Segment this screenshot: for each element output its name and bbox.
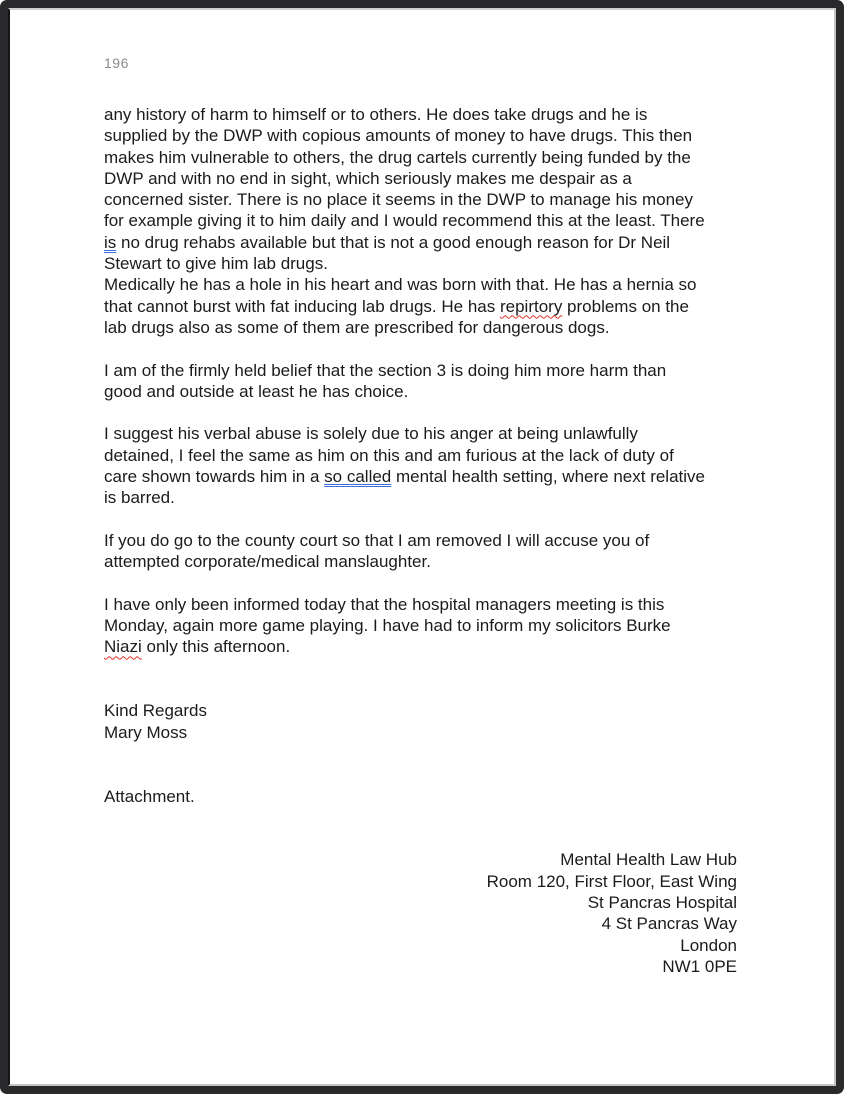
text-line: [104, 487, 737, 508]
grammar-issue-blue-underline: so called: [324, 467, 392, 487]
text-line: [104, 892, 737, 913]
text-segment: Attachment.: [104, 786, 195, 806]
body-paragraph-4: [104, 530, 737, 573]
text-line: [104, 786, 737, 807]
text-segment: Mary Moss: [104, 722, 188, 742]
text-segment: Room 120, First Floor, East Wing: [486, 871, 737, 891]
text-line: [104, 381, 737, 402]
text-segment: no drug rehabs available but that is not a good enough reason for Dr Neil: [116, 232, 671, 252]
text-line: [104, 232, 737, 253]
attachment-note: [104, 786, 737, 807]
text-line: [104, 636, 737, 657]
text-segment: makes him vulnerable to others, the drug cartels currently being funded by the: [104, 147, 691, 167]
text-line: [104, 594, 737, 615]
text-segment: I suggest his verbal abuse is solely due to his anger at being unlawfully: [104, 424, 638, 444]
text-line: [104, 104, 737, 125]
text-line: [104, 913, 737, 934]
text-segment: 4 St Pancras Way: [601, 914, 737, 934]
text-segment: for example giving it to him daily and I would recommend this at the least. There: [104, 211, 705, 231]
text-line: [104, 551, 737, 572]
text-line: [104, 317, 737, 338]
text-line: [104, 615, 737, 636]
text-line: [104, 210, 737, 231]
text-line: [104, 871, 737, 892]
text-line: [104, 466, 737, 487]
text-segment: any history of harm to himself or to others. He does take drugs and he is: [104, 105, 648, 124]
text-segment: good and outside at least he has choice.: [104, 381, 409, 401]
page-number: 196: [104, 55, 129, 71]
text-line: [104, 189, 737, 210]
text-segment: supplied by the DWP with copious amounts of money to have drugs. This then: [104, 126, 693, 146]
body-paragraph-5: [104, 594, 737, 658]
grammar-issue-blue-underline: is: [104, 232, 117, 252]
text-line: [104, 445, 737, 466]
text-line: [104, 168, 737, 189]
text-segment: Kind Regards: [104, 701, 208, 721]
text-line: [104, 849, 737, 870]
text-line: [104, 935, 737, 956]
text-segment: I am of the firmly held belief that the section 3 is doing him more harm than: [104, 360, 667, 380]
text-segment: Mental Health Law Hub: [560, 850, 737, 870]
body-paragraph-1: [104, 104, 737, 338]
text-line: [104, 147, 737, 168]
text-line: [104, 125, 737, 146]
text-line: [104, 253, 737, 274]
text-segment: concerned sister. There is no place it seems in the DWP to manage his money: [104, 190, 693, 210]
body-paragraph-3: [104, 423, 737, 508]
sign-off: [104, 700, 737, 743]
document-page: [8, 8, 836, 1086]
text-line: [104, 530, 737, 551]
text-segment: London: [680, 935, 737, 955]
text-line: [104, 956, 737, 977]
letter-body: [104, 104, 737, 977]
text-segment: Monday, again more game playing. I have had to inform my solicitors Burke: [104, 616, 671, 636]
text-segment: If you do go to the county court so that I am removed I will accuse you of: [104, 530, 650, 550]
text-segment: Stewart to give him lab drugs.: [104, 254, 328, 274]
text-segment: only this afternoon.: [141, 637, 291, 657]
text-segment: St Pancras Hospital: [587, 892, 737, 912]
text-segment: Medically he has a hole in his heart and was born with that. He has a hernia so: [104, 275, 697, 295]
text-segment: problems on the: [562, 296, 689, 316]
text-segment: detained, I feel the same as him on this and am furious at the lack of duty of: [104, 445, 674, 465]
text-segment: NW1 0PE: [662, 956, 737, 976]
text-segment: lab drugs also as some of them are prescribed for dangerous dogs.: [104, 317, 610, 337]
text-segment: mental health setting, where next relative: [391, 467, 705, 487]
text-line: [104, 360, 737, 381]
text-segment: care shown towards him in a: [104, 467, 325, 487]
text-line: [104, 722, 737, 743]
misspelled-word-red-squiggle: repirtory: [499, 296, 563, 316]
text-segment: DWP and with no end in sight, which seriously makes me despair as a: [104, 168, 632, 188]
text-segment: I have only been informed today that the hospital managers meeting is this: [104, 594, 665, 614]
text-segment: attempted corporate/medical manslaughter.: [104, 552, 431, 572]
text-line: [104, 700, 737, 721]
text-line: [104, 274, 737, 295]
text-segment: that cannot burst with fat inducing lab drugs. He has: [104, 296, 500, 316]
body-paragraph-2: [104, 360, 737, 403]
sender-address: [104, 849, 737, 977]
text-line: [104, 423, 737, 444]
text-segment: is barred.: [104, 488, 175, 508]
misspelled-word-red-squiggle: Niazi: [104, 637, 142, 657]
text-line: [104, 296, 737, 317]
